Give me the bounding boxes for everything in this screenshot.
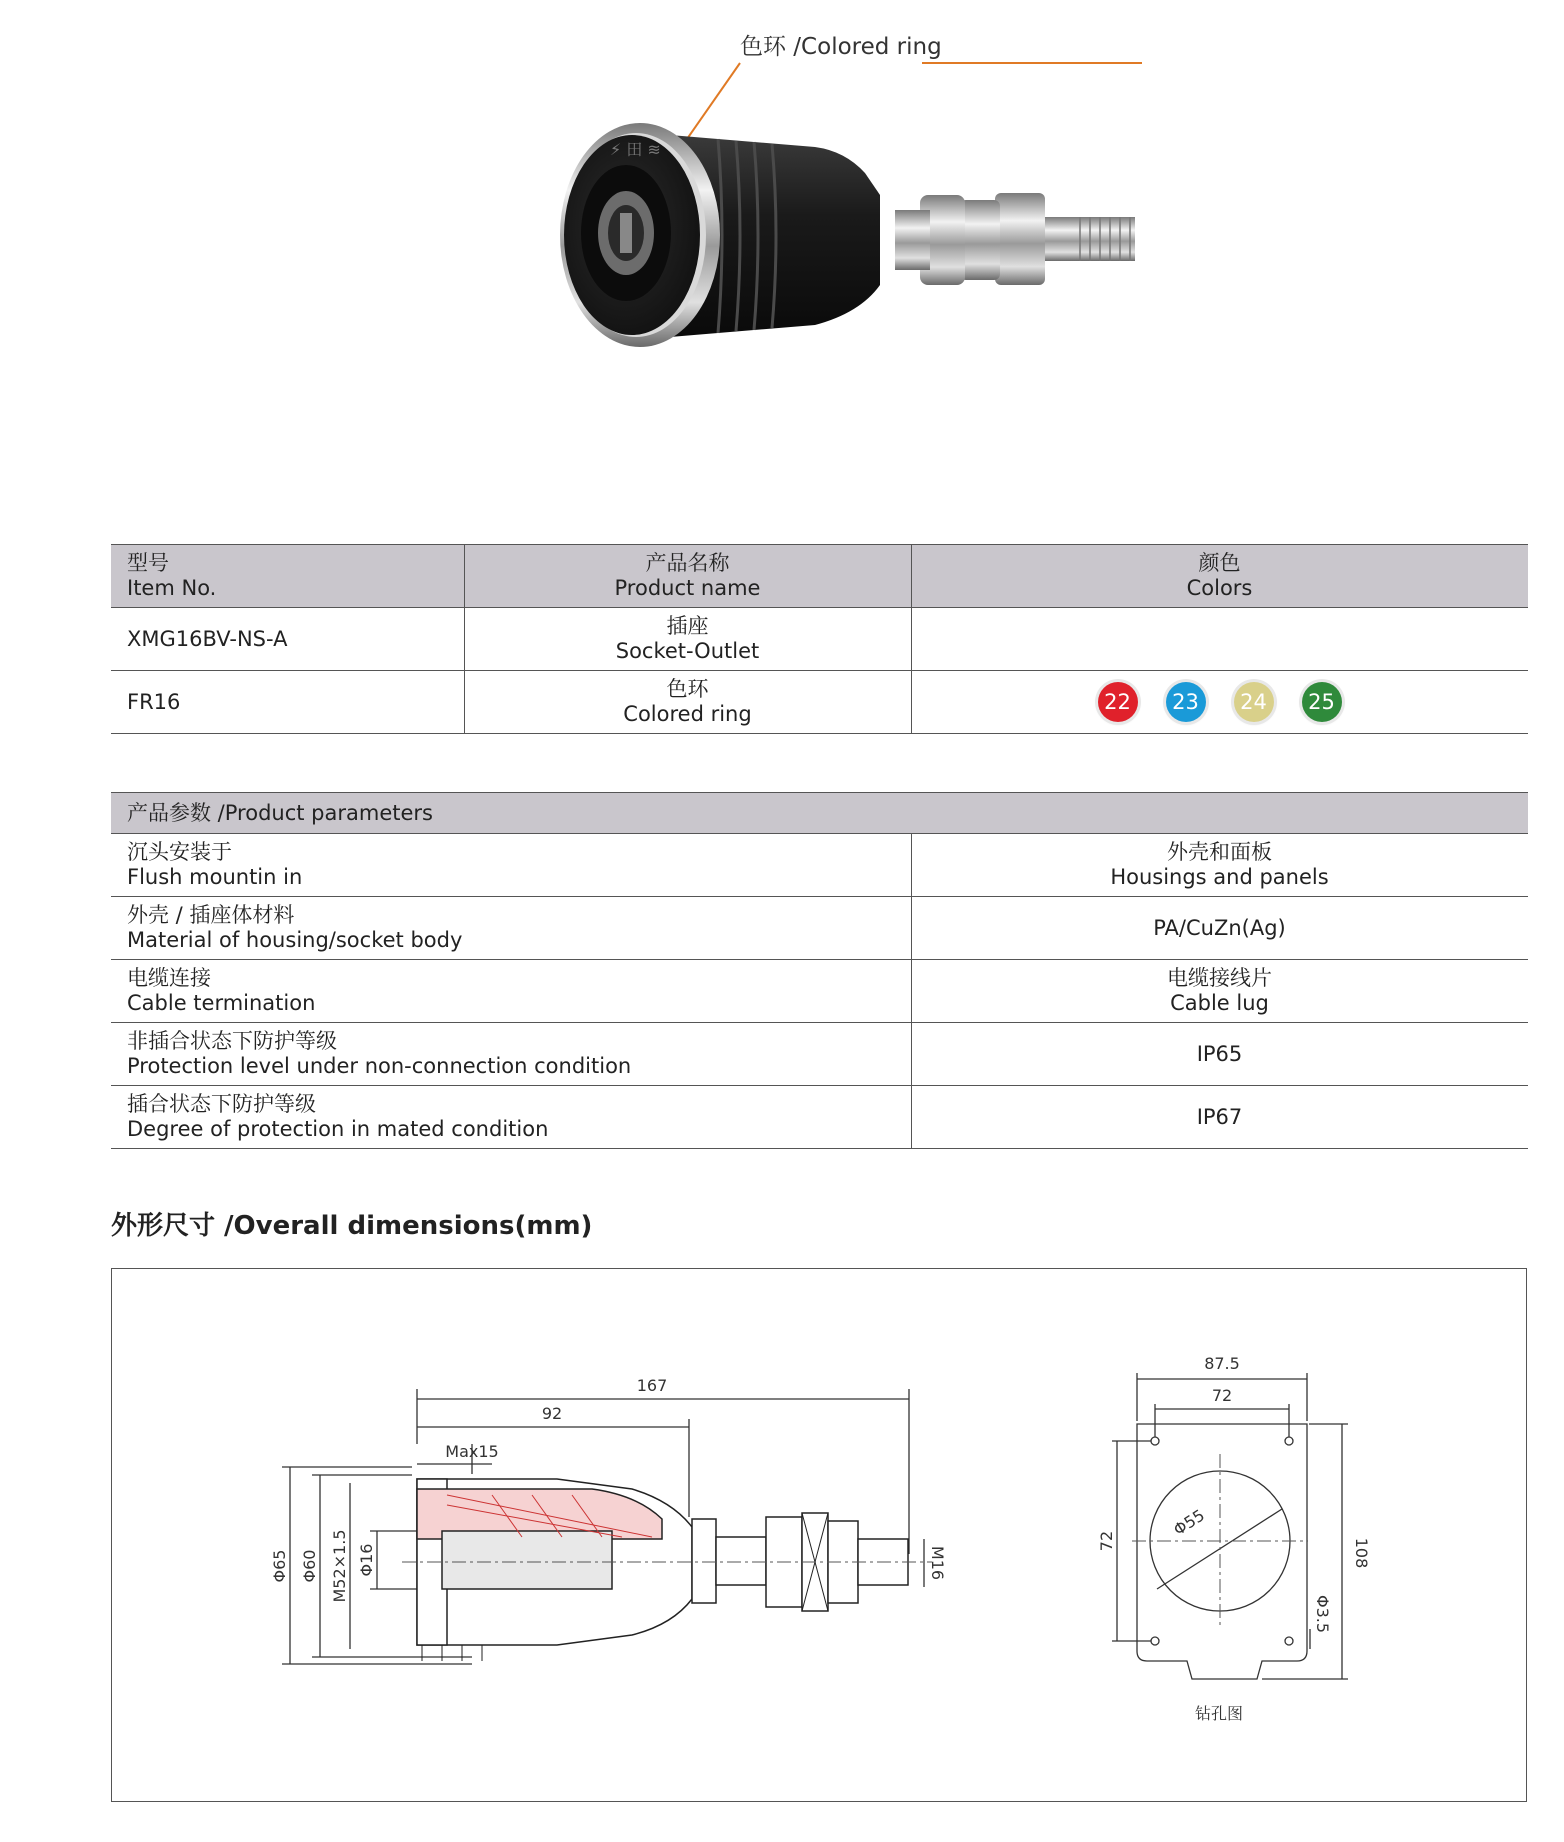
product-table	[111, 544, 1528, 734]
dim-108: 108	[1352, 1537, 1371, 1569]
callout-label: 色环 /Colored ring	[740, 34, 942, 60]
drill-caption: 钻孔图	[1194, 1704, 1244, 1723]
header-item-no: 型号 Item No.	[127, 551, 217, 600]
parameters-table	[111, 792, 1528, 1147]
ring-swatch-23: 23	[1166, 682, 1206, 722]
ring-swatch-24: 24	[1234, 682, 1274, 722]
dim-72-height: 72	[1097, 1530, 1116, 1552]
ring-swatch-25: 25	[1302, 682, 1342, 722]
parameters-header: 产品参数 /Product parameters	[111, 792, 1528, 834]
dim-phi65: Φ65	[270, 1549, 289, 1583]
param-row: 非插合状态下防护等级 Protection level under non-connection condition IP65	[111, 1023, 1528, 1086]
dim-72-width: 72	[1211, 1386, 1233, 1405]
product-photo	[540, 55, 1160, 435]
dim-m16: M16	[928, 1545, 947, 1581]
dim-phi3-5: Φ3.5	[1313, 1594, 1332, 1634]
dim-m52: M52×1.5	[330, 1529, 349, 1603]
svg-text:⚡ 田 ≋: ⚡ 田 ≋	[610, 140, 661, 159]
dim-phi55: Φ55	[1170, 1505, 1208, 1540]
param-row: 插合状态下防护等级 Degree of protection in mated condition IP67	[111, 1086, 1528, 1149]
product-name-cell: 色环 Colored ring	[623, 677, 752, 726]
side-view	[417, 1479, 908, 1661]
color-rings	[911, 671, 1528, 733]
dim-phi16: Φ16	[357, 1543, 376, 1577]
dim-max15: Max15	[445, 1442, 499, 1461]
header-colors: 颜色 Colors	[1186, 551, 1253, 600]
drill-view	[1112, 1373, 1348, 1679]
section-title: 外形尺寸 /Overall dimensions(mm)	[111, 1211, 593, 1241]
product-table-header	[111, 544, 1528, 608]
dimension-drawing-frame	[111, 1268, 1527, 1802]
dim-92: 92	[541, 1404, 563, 1423]
param-row: 沉头安装于 Flush mountin in 外壳和面板 Housings and panels	[111, 834, 1528, 897]
dimension-drawing	[112, 1269, 1525, 1799]
item-no-cell: FR16	[127, 689, 181, 714]
dim-phi60: Φ60	[300, 1549, 319, 1583]
param-row: 外壳 / 插座体材料 Material of housing/socket body PA/CuZn(Ag)	[111, 897, 1528, 960]
param-row: 电缆连接 Cable termination 电缆接线片 Cable lug	[111, 960, 1528, 1023]
dim-87-5: 87.5	[1204, 1354, 1240, 1373]
hex-nut	[995, 193, 1045, 285]
header-product-name: 产品名称 Product name	[614, 551, 761, 600]
table-row	[111, 608, 1528, 671]
product-name-cell: 插座 Socket-Outlet	[615, 614, 760, 663]
dim-167: 167	[636, 1376, 668, 1395]
item-no-cell: XMG16BV-NS-A	[127, 626, 288, 651]
table-row	[111, 671, 1528, 734]
ring-swatch-22: 22	[1098, 682, 1138, 722]
